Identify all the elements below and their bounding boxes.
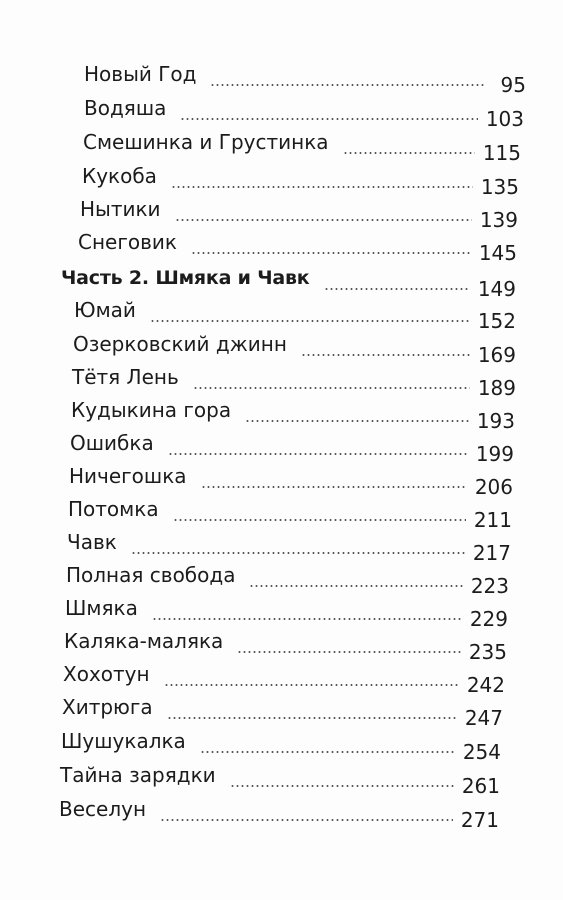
toc-entry bbox=[78, 228, 517, 265]
dot-leader bbox=[171, 186, 473, 188]
dot-leader bbox=[180, 118, 477, 120]
toc-entry-title: Новый Год bbox=[84, 62, 197, 86]
toc-entry-title: Шушукалка bbox=[61, 729, 186, 753]
toc-entry-page: 145 bbox=[478, 241, 517, 265]
toc-entry-page: 217 bbox=[472, 541, 511, 565]
toc-entry-title: Снеговик bbox=[78, 230, 177, 254]
dot-leader bbox=[150, 320, 470, 322]
toc-entry-page: 199 bbox=[475, 442, 514, 466]
toc-entry-title: Кудыкина гора bbox=[71, 398, 232, 422]
toc-entry-page: 95 bbox=[500, 73, 526, 97]
toc-entry bbox=[84, 60, 526, 97]
dot-leader bbox=[200, 751, 455, 753]
toc-entry-page: 189 bbox=[477, 376, 516, 400]
toc-entry bbox=[60, 761, 500, 798]
dot-leader bbox=[152, 618, 462, 620]
toc-entry-title: Шмяка bbox=[65, 596, 138, 620]
dot-leader bbox=[245, 420, 469, 422]
toc-entry bbox=[82, 162, 519, 199]
toc-entry-page: 193 bbox=[476, 409, 515, 433]
dot-leader bbox=[168, 453, 468, 455]
toc-part-heading bbox=[61, 264, 516, 301]
dot-leader bbox=[301, 354, 470, 356]
toc-entry bbox=[74, 296, 516, 333]
toc-entry-title: Кукоба bbox=[82, 164, 157, 188]
dot-leader bbox=[210, 84, 484, 86]
toc-entry bbox=[80, 195, 518, 232]
toc-entry bbox=[67, 528, 511, 565]
dot-leader bbox=[173, 519, 466, 521]
toc-entry-title: Часть 2. Шмяка и Чавк bbox=[61, 267, 310, 289]
toc-entry-page: 152 bbox=[477, 309, 516, 333]
toc-entry-title: Каляка-маляка bbox=[64, 629, 224, 653]
toc-entry-title: Юмай bbox=[74, 298, 136, 322]
toc-entry bbox=[72, 363, 516, 400]
toc-entry-title: Нытики bbox=[80, 197, 161, 221]
toc-entry bbox=[83, 128, 521, 165]
dot-leader bbox=[160, 819, 453, 821]
dot-leader bbox=[193, 387, 470, 389]
toc-entry-title: Полная свобода bbox=[66, 563, 236, 587]
toc-entry-title: Тайна зарядки bbox=[60, 763, 216, 787]
toc-entry-page: 149 bbox=[477, 277, 516, 301]
dot-leader bbox=[131, 552, 465, 554]
toc-entry-page: 115 bbox=[482, 141, 521, 165]
toc-entry-page: 271 bbox=[460, 808, 499, 832]
toc-entry bbox=[62, 693, 503, 730]
toc-entry-title: Ошибка bbox=[70, 431, 154, 455]
toc-entry-page: 135 bbox=[480, 175, 519, 199]
toc-entry bbox=[64, 627, 507, 664]
toc-entry-page: 254 bbox=[462, 740, 501, 764]
dot-leader bbox=[164, 684, 459, 686]
toc-entry-page: 206 bbox=[474, 475, 513, 499]
toc-entry-page: 242 bbox=[466, 673, 505, 697]
toc-entry-title: Смешинка и Грустинка bbox=[83, 130, 329, 154]
toc-entry-page: 247 bbox=[464, 706, 503, 730]
toc-entry bbox=[61, 727, 501, 764]
toc-entry bbox=[63, 660, 505, 697]
toc-entry-title: Чавк bbox=[67, 530, 117, 554]
toc-entry-page: 235 bbox=[468, 640, 507, 664]
toc-entry bbox=[71, 396, 515, 433]
dot-leader bbox=[191, 252, 471, 254]
toc-entry bbox=[59, 795, 499, 832]
dot-leader bbox=[201, 486, 467, 488]
toc-entry-title: Водяша bbox=[84, 96, 167, 120]
toc-entry-title: Веселун bbox=[59, 797, 147, 821]
dot-leader bbox=[175, 219, 472, 221]
toc-entry bbox=[65, 594, 508, 631]
toc-entry-page: 139 bbox=[479, 208, 518, 232]
dot-leader bbox=[343, 152, 475, 154]
toc-entry bbox=[66, 561, 509, 598]
toc-entry-title: Хохотун bbox=[63, 662, 150, 686]
toc-entry-page: 103 bbox=[485, 107, 524, 131]
toc-entry bbox=[70, 429, 514, 466]
toc-entry-title: Тётя Лень bbox=[72, 365, 179, 389]
toc-entry-page: 261 bbox=[461, 774, 500, 798]
dot-leader bbox=[230, 785, 454, 787]
toc-entry bbox=[69, 462, 513, 499]
dot-leader bbox=[237, 651, 460, 653]
toc-entry bbox=[84, 94, 524, 131]
toc-entry-title: Потомка bbox=[68, 497, 159, 521]
dot-leader bbox=[167, 717, 457, 719]
toc-entry-title: Ничегошка bbox=[69, 464, 187, 488]
toc-entry bbox=[68, 495, 512, 532]
toc-entry bbox=[73, 330, 516, 367]
dot-leader bbox=[324, 288, 470, 290]
dot-leader bbox=[249, 585, 462, 587]
toc-entry-page: 223 bbox=[470, 574, 509, 598]
toc-entry-page: 229 bbox=[469, 607, 508, 631]
toc-entry-title: Озерковский джинн bbox=[73, 332, 287, 356]
toc-entry-page: 169 bbox=[477, 343, 516, 367]
toc-entry-page: 211 bbox=[473, 508, 512, 532]
toc-entry-title: Хитрюга bbox=[62, 695, 153, 719]
